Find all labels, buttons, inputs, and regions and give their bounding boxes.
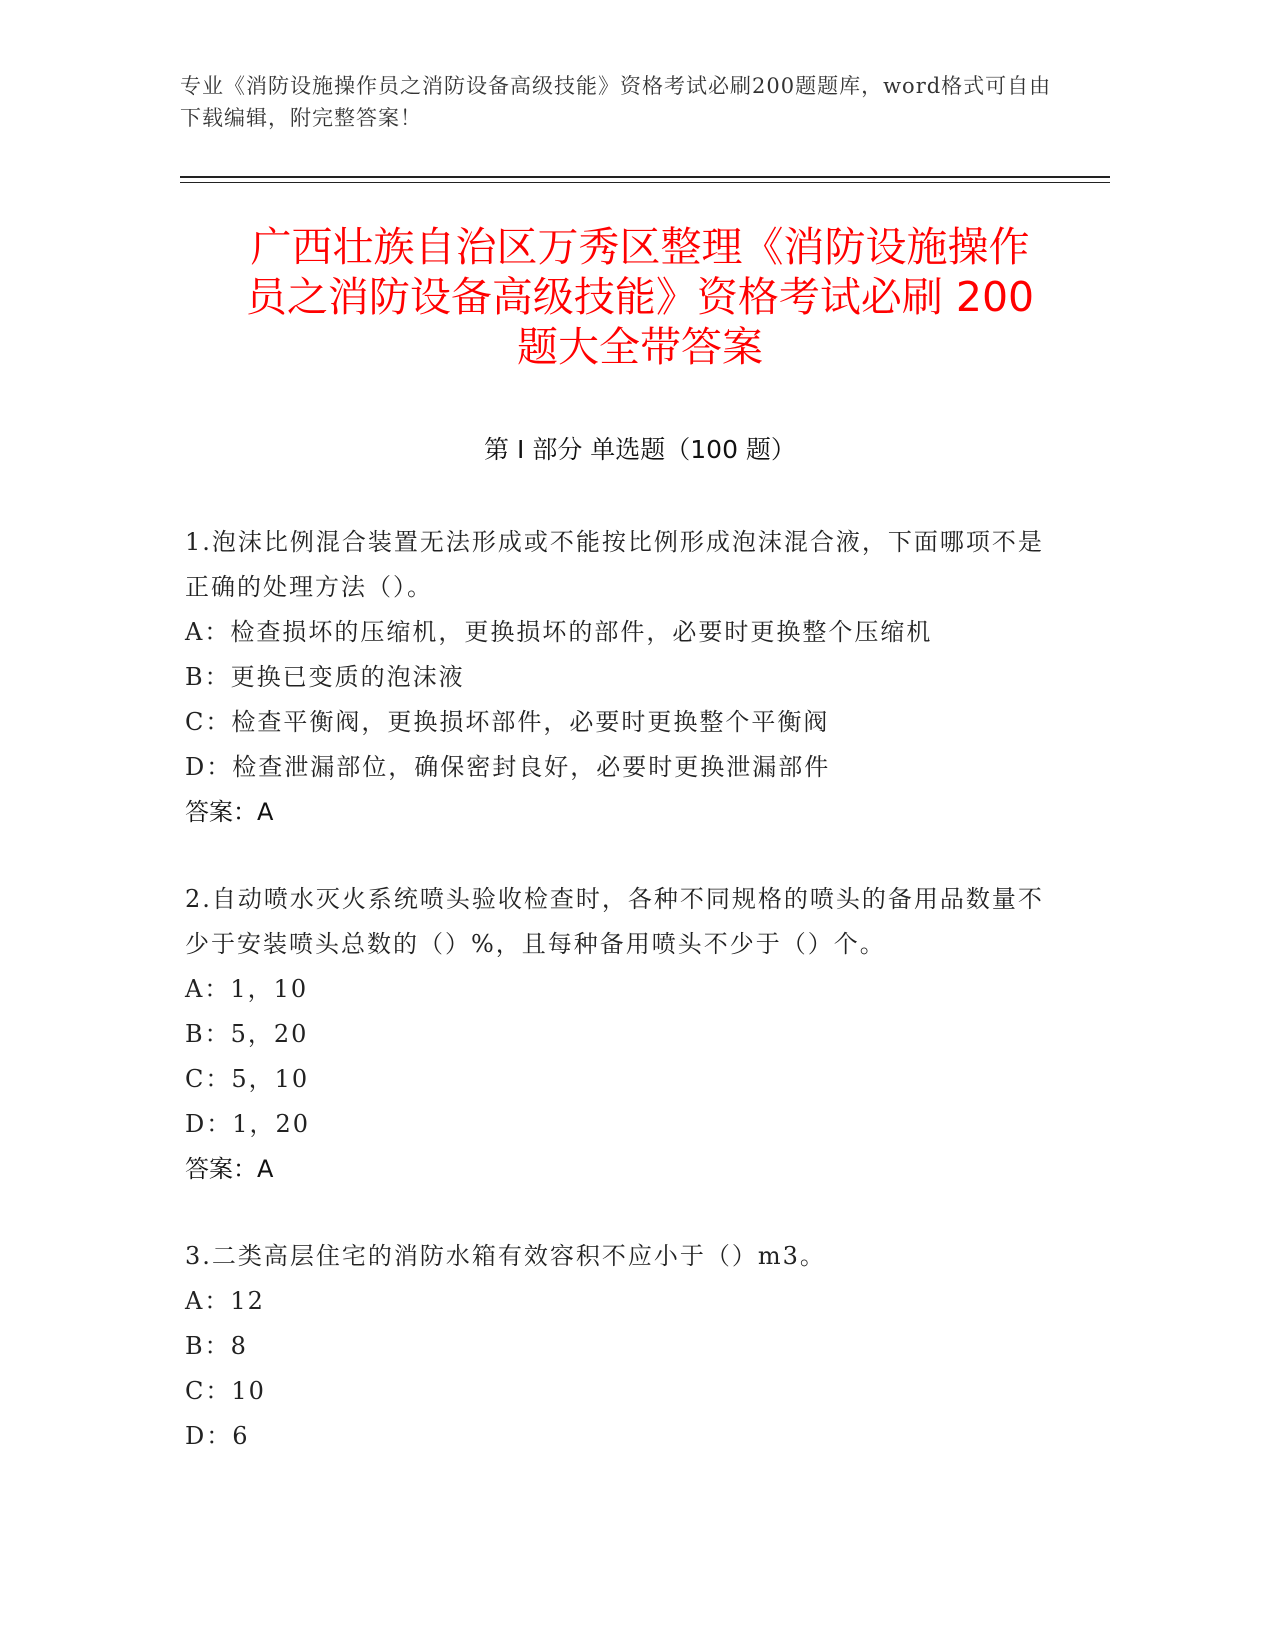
answer: 答案：A	[185, 798, 274, 826]
document-title	[180, 222, 1100, 372]
title-line: 题大全带答案	[517, 323, 763, 371]
answer: 答案：A	[185, 1155, 274, 1183]
option-c: C：5，10	[185, 1065, 310, 1093]
option-c: C：检查平衡阀，更换损坏部件，必要时更换整个平衡阀	[185, 708, 830, 736]
option-b: B：8	[185, 1332, 248, 1360]
header-rule-thick	[180, 176, 1110, 178]
question-stem: 3.二类高层住宅的消防水箱有效容积不应小于（）m3。	[185, 1242, 826, 1270]
option-b: B：5，20	[185, 1020, 309, 1048]
option-d: D：检查泄漏部位，确保密封良好，必要时更换泄漏部件	[185, 753, 831, 781]
title-line: 员之消防设备高级技能》资格考试必刷 200	[245, 273, 1035, 321]
header-note: 专业《消防设施操作员之消防设备高级技能》资格考试必刷200题题库，word格式可自由下载编辑，附完整答案！	[180, 74, 1052, 130]
option-d: D：6	[185, 1422, 250, 1450]
option-b: B：更换已变质的泡沫液	[185, 663, 465, 691]
option-d: D：1，20	[185, 1110, 311, 1138]
option-a: A：检查损坏的压缩机，更换损坏的部件，必要时更换整个压缩机	[185, 618, 933, 646]
option-a: A：1，10	[185, 975, 309, 1003]
option-c: C：10	[185, 1377, 266, 1405]
question-stem: 1.泡沫比例混合装置无法形成或不能按比例形成泡沫混合液，下面哪项不是正确的处理方法（）。	[185, 528, 1044, 601]
title-line: 广西壮族自治区万秀区整理《消防设施操作	[250, 223, 1030, 271]
question-2	[185, 877, 1065, 1192]
question-list	[185, 520, 1065, 1501]
question-stem: 2.自动喷水灭火系统喷头验收检查时，各种不同规格的喷头的备用品数量不少于安装喷头总数的（）%，且每种备用喷头不少于（）个。	[185, 885, 1044, 958]
question-1	[185, 520, 1065, 835]
section-title: 第 I 部分 单选题（100 题）	[484, 435, 796, 464]
question-3	[185, 1234, 1065, 1459]
option-a: A：12	[185, 1287, 265, 1315]
header-rule-thin	[180, 182, 1110, 183]
